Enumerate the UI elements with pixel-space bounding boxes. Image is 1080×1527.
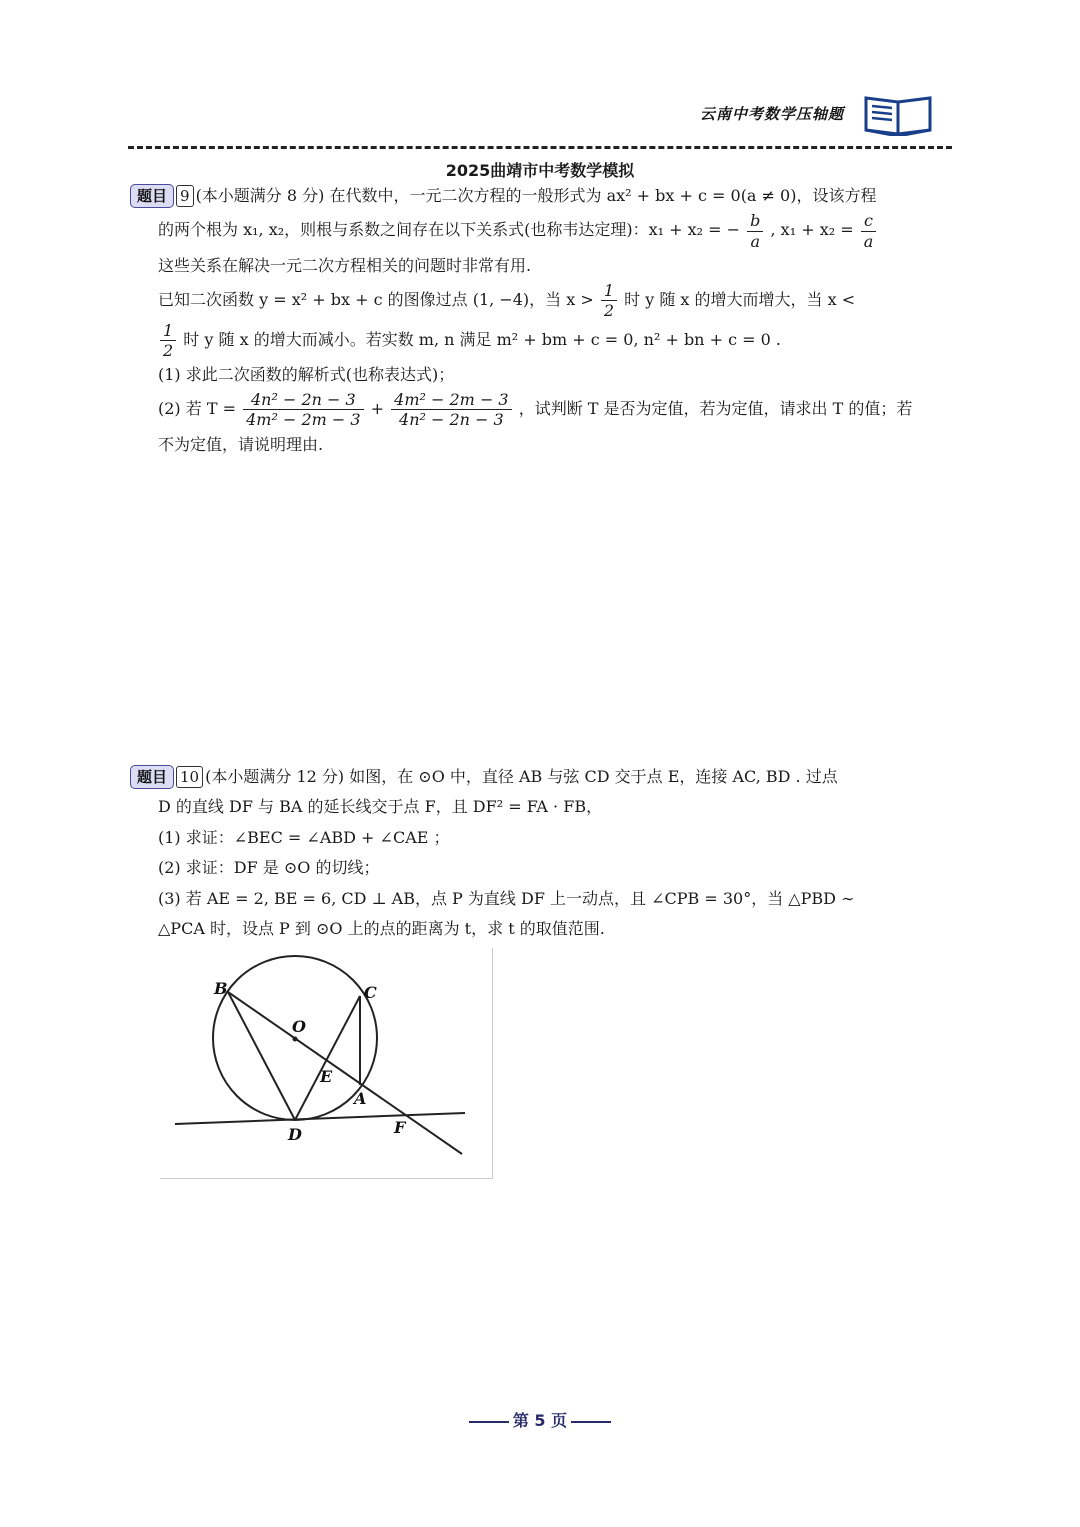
q10-text-1: (本小题满分 12 分) 如图，在 ⊙O 中，直径 AB 与弦 CD 交于点 E，连接 AC, BD . 过点 — [205, 767, 838, 786]
label-e: E — [320, 1067, 333, 1086]
question-9 — [130, 181, 956, 460]
label-d: D — [288, 1125, 302, 1144]
geometry-diagram — [160, 948, 492, 1178]
q9-text-1: (本小题满分 8 分) 在代数中，一元二次方程的一般形式为 ax² + bx + c = 0(a ≠ 0)，设该方程 — [195, 186, 877, 205]
q10-part-2: (2) 求证：DF 是 ⊙O 的切线； — [158, 858, 380, 878]
question-badge: 题目 — [130, 765, 174, 789]
q9-text-5: 时 y 随 x 的增大而减小。若实数 m, n 满足 m² + bm + c = 0, n² + bn + c = 0 . — [183, 329, 781, 349]
center-point-o — [293, 1037, 298, 1042]
footer-rule-left — [469, 1421, 509, 1423]
q9-part2-text-a: (2) 若 T = — [158, 399, 237, 419]
question-number: 9 — [176, 185, 194, 207]
fraction-b-over-a: $\frac{b}{a}$ — [747, 211, 763, 250]
q9-text-2b: , x₁ + x₂ = — [770, 220, 854, 240]
footer-rule-right — [571, 1421, 611, 1423]
plus-sign: + — [370, 399, 385, 419]
q10-part-3b: △PCA 时，设点 P 到 ⊙O 上的点的距离为 t，求 t 的取值范围. — [158, 918, 605, 938]
q9-line-1 — [130, 181, 956, 211]
q9-part-2-end: 不为定值，请说明理由. — [158, 434, 324, 454]
label-b: B — [214, 979, 228, 998]
page-number: 第 5 页 — [512, 1411, 568, 1430]
document-title: 2025曲靖市中考数学模拟 — [445, 161, 635, 180]
q9-part-1: (1) 求此二次函数的解析式(也称表达式)； — [158, 364, 455, 384]
q10-part-1: (1) 求证：∠BEC = ∠ABD + ∠CAE ； — [158, 827, 450, 847]
page-footer — [0, 1408, 1080, 1431]
label-c: C — [364, 983, 377, 1002]
question-number: 10 — [176, 766, 203, 788]
fraction-one-half: $\frac{1}{2}$ — [601, 281, 617, 320]
q10-part-3a: (3) 若 AE = 2, BE = 6, CD ⊥ AB，点 P 为直线 DF 上一动点，且 ∠CPB = 30°，当 △PBD ∼ — [158, 888, 855, 908]
book-icon — [862, 92, 934, 136]
label-f: F — [394, 1118, 406, 1137]
q10-line-1 — [130, 762, 956, 792]
tangent-line-df — [175, 1113, 465, 1124]
q9-line-5 — [130, 321, 956, 360]
fraction-one-half: $\frac{1}{2}$ — [160, 321, 176, 360]
question-badge: 题目 — [130, 184, 174, 208]
fraction-t-term-1: $\frac{\text{4n² − 2n − 3}}{\text{4m² − 2m − 3}}$ — [243, 390, 363, 429]
q9-part2-text-b: ，试判断 T 是否为定值，若为定值，请求出 T 的值；若 — [518, 399, 913, 419]
header-title: 云南中考数学压轴题 — [699, 105, 844, 123]
label-o: O — [292, 1017, 306, 1036]
q9-text-2a: 的两个根为 x₁, x₂，则根与系数之间存在以下关系式(也称韦达定理)：x₁ + x₂ = − — [158, 220, 741, 240]
segment-dc — [295, 996, 360, 1120]
q9-text-4b: 时 y 随 x 的增大而增大，当 x < — [624, 290, 856, 310]
label-a: A — [354, 1089, 367, 1108]
fraction-t-term-2: $\frac{\text{4m² − 2m − 3}}{\text{4n² − 2n − 3}}$ — [391, 390, 511, 429]
line-bf — [228, 992, 462, 1154]
q9-line-2 — [130, 211, 956, 250]
q9-text-4a: 已知二次函数 y = x² + bx + c 的图像过点 (1, −4)，当 x > — [158, 290, 594, 310]
fraction-c-over-a: $\frac{c}{a}$ — [861, 211, 877, 250]
q9-line-4 — [130, 281, 956, 320]
q10-line-2: D 的直线 DF 与 BA 的延长线交于点 F，且 DF² = FA · FB， — [158, 797, 603, 817]
q9-line-3: 这些关系在解决一元二次方程相关的问题时非常有用. — [158, 255, 532, 275]
segment-bd — [228, 992, 295, 1120]
geometry-figure — [160, 948, 493, 1179]
question-10 — [130, 762, 956, 944]
header-dashed-rule — [128, 146, 952, 149]
q9-part-2 — [130, 390, 956, 429]
